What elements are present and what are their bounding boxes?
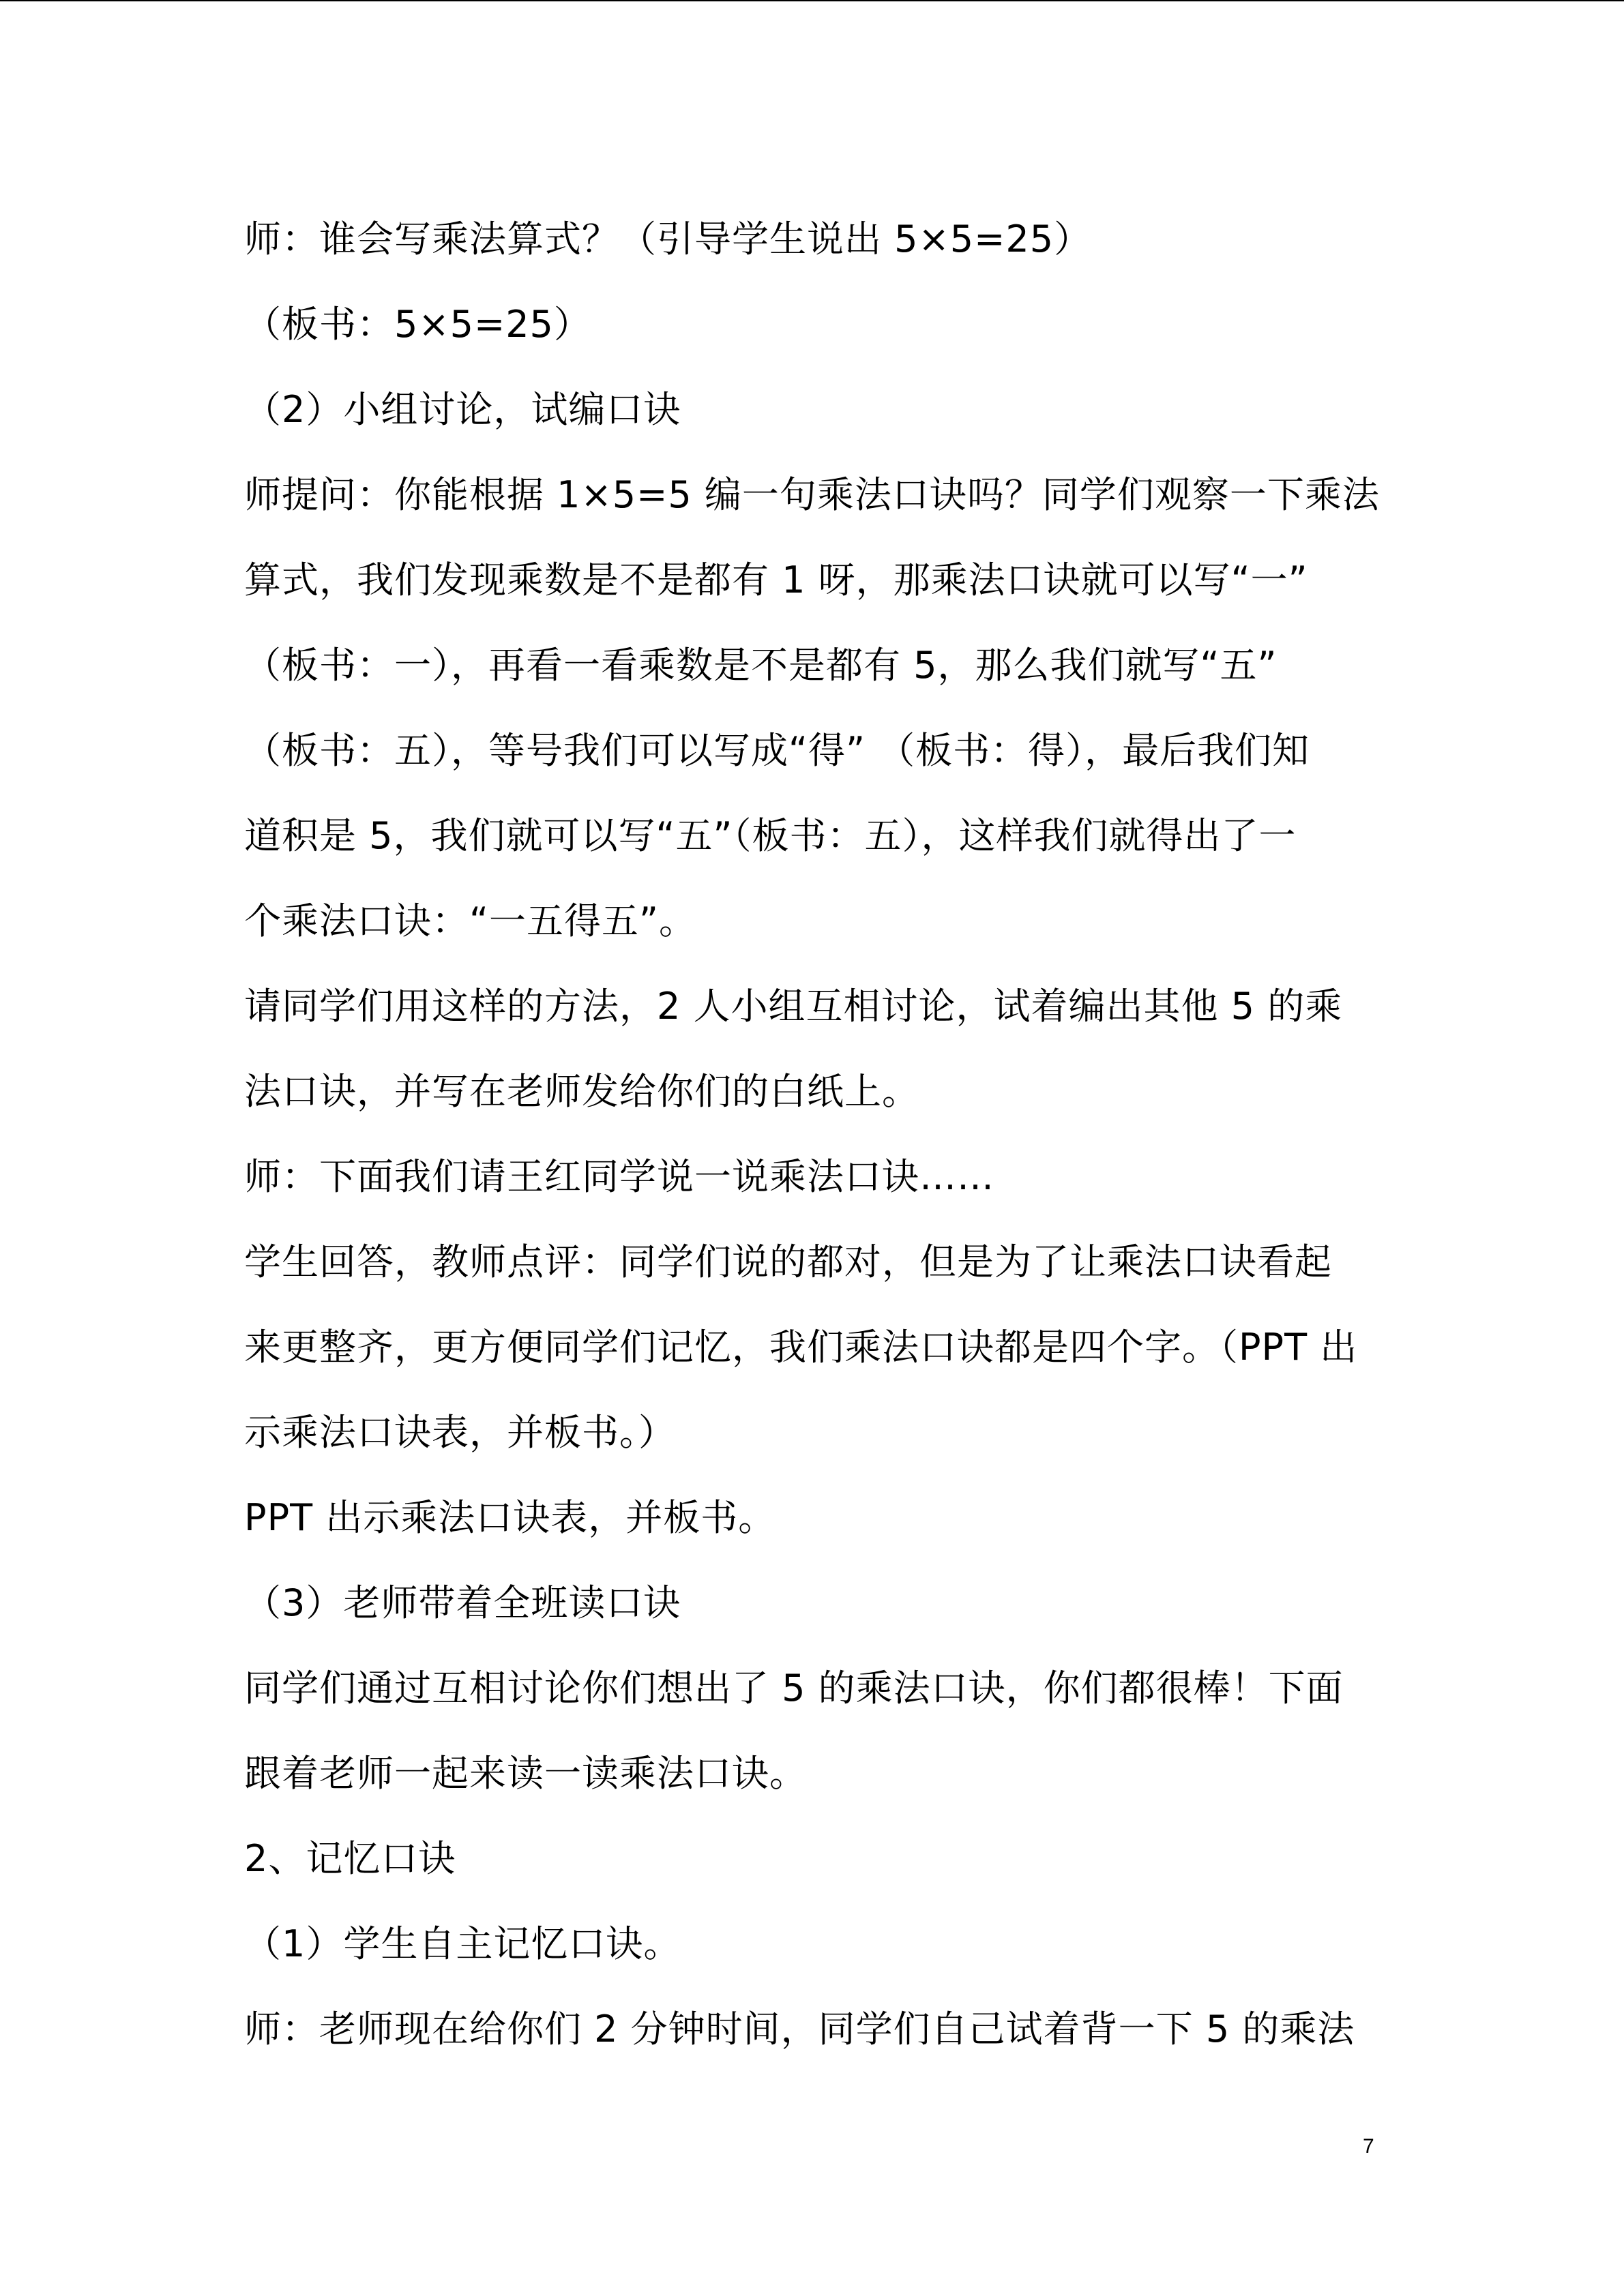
text-line: 请同学们用这样的方法，2 人小组互相讨论，试着编出其他 5 的乘 bbox=[244, 985, 1343, 1028]
text-line: 同学们通过互相讨论你们想出了 5 的乘法口诀，你们都很棒！下面 bbox=[244, 1667, 1344, 1710]
document-body bbox=[244, 196, 1404, 2072]
text-line: 学生回答，教师点评：同学们说的都对，但是为了让乘法口诀看起 bbox=[244, 1240, 1332, 1283]
text-line: 师：老师现在给你们 2 分钟时间，同学们自己试着背一下 5 的乘法 bbox=[244, 2008, 1355, 2051]
text-line: 算式，我们发现乘数是不是都有 1 呀，那乘法口诀就可以写“一” bbox=[244, 558, 1308, 601]
section-heading: （3）老师带着全班读口诀 bbox=[244, 1581, 681, 1624]
section-heading: （1）学生自主记忆口诀。 bbox=[244, 1922, 681, 1965]
text-line: 道积是 5，我们就可以写“五”（板书：五），这样我们就得出了一 bbox=[244, 814, 1297, 857]
text-line: 师提问：你能根据 1×5=5 编一句乘法口诀吗？同学们观察一下乘法 bbox=[244, 473, 1380, 516]
page-number: 7 bbox=[1363, 2135, 1374, 2158]
text-line: （板书：五），等号我们可以写成“得” （板书：得），最后我们知 bbox=[244, 729, 1310, 772]
text-line: PPT 出示乘法口诀表，并板书。 bbox=[244, 1496, 776, 1539]
text-line: 法口诀，并写在老师发给你们的白纸上。 bbox=[244, 1070, 919, 1113]
text-line: （板书：一），再看一看乘数是不是都有 5，那么我们就写“五” bbox=[244, 644, 1278, 687]
text-line: 来更整齐，更方便同学们记忆，我们乘法口诀都是四个字。（PPT 出 bbox=[244, 1326, 1358, 1369]
text-line: 师：下面我们请王红同学说一说乘法口诀…… bbox=[244, 1155, 994, 1198]
text-line: （板书：5×5=25） bbox=[244, 303, 591, 346]
section-heading: 2、记忆口诀 bbox=[244, 1837, 456, 1880]
section-heading: （2）小组讨论，试编口诀 bbox=[244, 388, 681, 431]
text-line: 个乘法口诀：“一五得五”。 bbox=[244, 899, 696, 942]
text-line: 跟着老师一起来读一读乘法口诀。 bbox=[244, 1752, 807, 1795]
page-top-border bbox=[0, 0, 1624, 1]
text-line: 示乘法口诀表，并板书。） bbox=[244, 1411, 676, 1454]
text-line: 师：谁会写乘法算式？（引导学生说出 5×5=25） bbox=[244, 218, 1092, 260]
